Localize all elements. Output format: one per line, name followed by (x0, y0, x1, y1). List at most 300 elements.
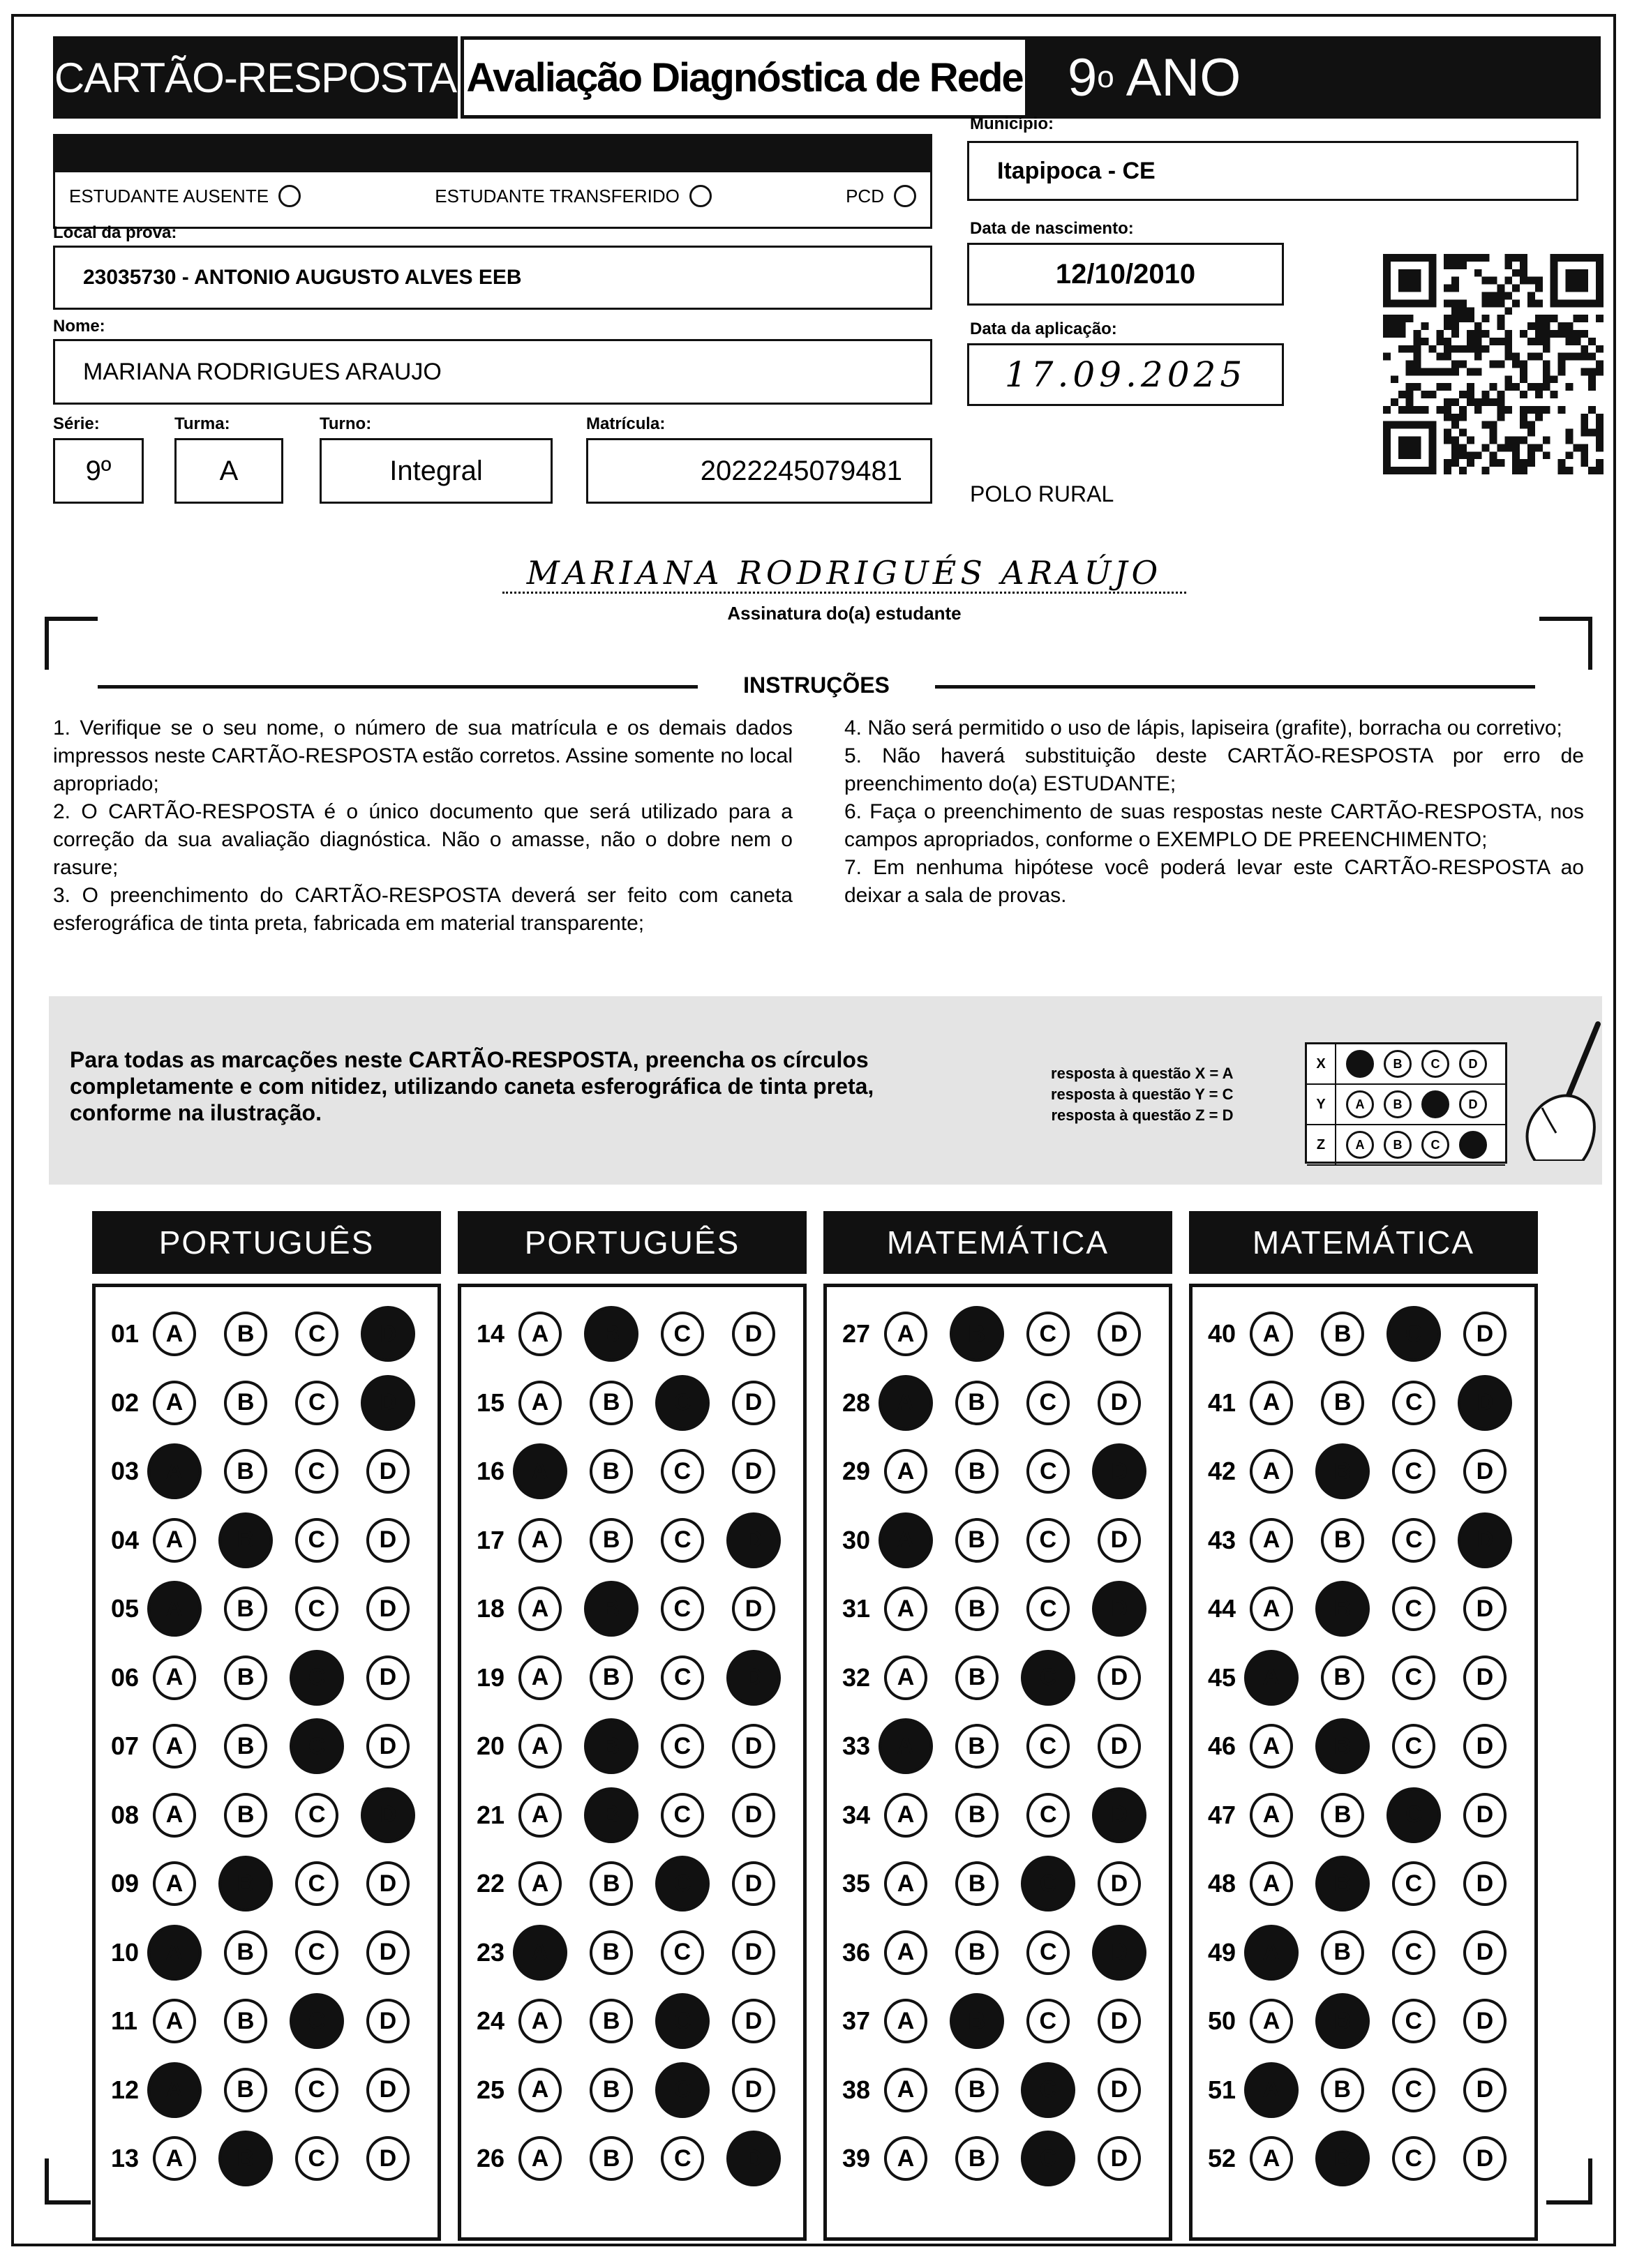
answer-bubble-filled[interactable]: D (1092, 1787, 1146, 1843)
question-number: 16 (477, 1457, 505, 1486)
grade-word: ANO (1114, 47, 1241, 107)
question-list (458, 1284, 807, 2241)
answer-bubble[interactable]: A (153, 1312, 196, 1356)
fill-example-text: Para todas as marcações neste CARTÃO-RESPOSTA, preencha os círculos completamente e com nitidez, utilizando caneta esferográfica de tinta preta, conforme na ilustração. (70, 1047, 874, 1125)
instructions-title: INSTRUÇÕES (743, 673, 890, 698)
pcd-label: PCD (846, 185, 884, 206)
attendance-bar (55, 136, 930, 172)
answer-bubble[interactable]: D (366, 1861, 410, 1906)
example-row (1307, 1085, 1505, 1125)
answer-bubble[interactable]: C (1026, 1381, 1070, 1425)
answer-bubble-filled[interactable]: C (1386, 1306, 1441, 1362)
answer-bubble[interactable]: A (153, 1381, 196, 1425)
answer-bubble-filled[interactable]: B (584, 1787, 638, 1843)
answer-bubble-filled[interactable]: C (1386, 1787, 1441, 1843)
question-row (827, 1712, 1169, 1781)
answer-bubble[interactable]: A (153, 1861, 196, 1906)
question-row (827, 1575, 1169, 1644)
question-number: 01 (111, 1319, 140, 1349)
answer-bubble[interactable]: C (1026, 1312, 1070, 1356)
answer-bubble-filled[interactable]: D (726, 1650, 781, 1706)
question-row (1193, 1369, 1534, 1438)
answer-bubble[interactable]: C (661, 1449, 704, 1494)
transferred-bubble[interactable] (689, 185, 712, 207)
answer-bubble[interactable]: B (224, 1793, 267, 1838)
answer-bubble[interactable]: A (884, 1861, 927, 1906)
answer-bubble[interactable]: C (295, 2136, 338, 2181)
answer-bubble[interactable]: D (1463, 1999, 1507, 2043)
answer-bubble[interactable]: A (518, 2068, 562, 2112)
answer-bubble[interactable]: A (1250, 1381, 1293, 1425)
question-row (827, 1918, 1169, 1988)
answer-bubble[interactable]: D (366, 2136, 410, 2181)
answer-bubble[interactable]: C (661, 1930, 704, 1975)
answer-bubble-filled[interactable]: C (655, 2062, 710, 2118)
answer-bubble[interactable]: B (590, 1655, 633, 1700)
answer-bubble[interactable]: C (295, 1518, 338, 1563)
answer-bubble[interactable]: B (224, 2068, 267, 2112)
answer-bubble-filled[interactable]: C (1021, 1856, 1075, 1912)
example-bubble: C (1421, 1050, 1449, 1078)
enrollment-label: Matrícula: (586, 414, 666, 433)
answer-bubble-filled[interactable]: D (1458, 1375, 1512, 1431)
answer-bubble[interactable]: B (955, 1861, 999, 1906)
answer-bubble[interactable]: C (661, 1518, 704, 1563)
answer-bubble[interactable]: A (884, 1449, 927, 1494)
application-date-label: Data da aplicação: (970, 320, 1117, 338)
answer-bubble[interactable]: C (1392, 1381, 1435, 1425)
answer-bubble[interactable]: C (1026, 1586, 1070, 1631)
answer-bubble[interactable]: A (153, 1793, 196, 1838)
answer-bubble[interactable]: C (295, 1381, 338, 1425)
answer-bubble[interactable]: A (518, 1724, 562, 1768)
answer-bubble[interactable]: D (366, 1930, 410, 1975)
answer-bubble[interactable]: C (1392, 2068, 1435, 2112)
answer-bubble-filled[interactable]: A (147, 1925, 202, 1981)
answer-bubble[interactable]: A (884, 1999, 927, 2043)
corner-mark-tr (1539, 617, 1592, 670)
answer-bubble[interactable]: D (1098, 1861, 1141, 1906)
answer-bubble[interactable]: D (1098, 2068, 1141, 2112)
sheet-title: CARTÃO-RESPOSTA (53, 36, 458, 119)
answer-bubble-filled[interactable]: B (950, 1993, 1004, 2049)
answer-bubble[interactable]: D (732, 1312, 775, 1356)
answer-column (458, 1211, 807, 2241)
answer-bubble-filled[interactable]: C (290, 1718, 344, 1774)
answer-bubble[interactable]: B (224, 1449, 267, 1494)
example-bubble: B (1384, 1131, 1412, 1159)
answer-bubble[interactable]: D (1098, 1312, 1141, 1356)
instruction-2: 2. O CARTÃO-RESPOSTA é o único documento que será utilizado para a correção da sua avaliação diagnóstica. Não o amasse, não o dobre nem o rasure; (53, 800, 793, 879)
answer-bubble[interactable]: B (1321, 2068, 1364, 2112)
answer-bubble[interactable]: C (1026, 1793, 1070, 1838)
answer-bubble-filled[interactable]: B (1315, 1993, 1370, 2049)
answer-bubble[interactable]: B (590, 1518, 633, 1563)
answer-bubble-filled[interactable]: D (361, 1375, 415, 1431)
answer-bubble[interactable]: A (884, 1312, 927, 1356)
answer-bubble-filled[interactable]: C (655, 1856, 710, 1912)
answer-bubble[interactable]: C (661, 1586, 704, 1631)
answer-bubble-filled[interactable]: A (879, 1375, 933, 1431)
answer-bubble[interactable]: D (366, 1724, 410, 1768)
answer-bubble[interactable]: D (1098, 2136, 1141, 2181)
answer-bubble[interactable]: B (1321, 1930, 1364, 1975)
answer-bubble-filled[interactable]: B (584, 1581, 638, 1637)
answer-bubble[interactable]: B (590, 1999, 633, 2043)
answer-bubble[interactable]: B (224, 1724, 267, 1768)
answer-bubble[interactable]: A (518, 1381, 562, 1425)
name-field: MARIANA RODRIGUES ARAUJO (53, 339, 932, 405)
question-row (96, 1918, 438, 1988)
answer-bubble-filled[interactable]: B (584, 1306, 638, 1362)
answer-bubble-filled[interactable]: B (1315, 1856, 1370, 1912)
answer-bubble[interactable]: B (955, 1449, 999, 1494)
answer-bubble[interactable]: A (518, 1312, 562, 1356)
answer-bubble[interactable]: C (295, 1312, 338, 1356)
answer-bubble[interactable]: A (884, 1655, 927, 1700)
absent-label: ESTUDANTE AUSENTE (69, 185, 269, 206)
question-list (1189, 1284, 1538, 2241)
answer-bubble[interactable]: A (518, 1586, 562, 1631)
answer-bubble[interactable]: B (224, 1312, 267, 1356)
instruction-1: 1. Verifique se o seu nome, o número de sua matrícula e os demais dados impressos neste CARTÃO-RESPOSTA estão corretos. Assine somente no local apropriado; (53, 716, 793, 795)
answer-bubble[interactable]: C (1392, 1655, 1435, 1700)
answer-bubble[interactable]: D (732, 1586, 775, 1631)
answer-bubble[interactable]: D (732, 1449, 775, 1494)
question-number: 25 (477, 2075, 505, 2104)
question-row (1193, 1712, 1534, 1781)
answer-bubble[interactable]: B (224, 1655, 267, 1700)
answer-bubble[interactable]: B (955, 2068, 999, 2112)
answer-bubble[interactable]: B (590, 2136, 633, 2181)
answer-bubble-filled[interactable]: D (361, 1306, 415, 1362)
corner-mark-br (1546, 2158, 1592, 2205)
answer-bubble[interactable]: D (366, 1999, 410, 2043)
answer-bubble[interactable]: C (661, 1312, 704, 1356)
answer-bubble[interactable]: D (732, 1793, 775, 1838)
answer-bubble[interactable]: A (518, 1518, 562, 1563)
answer-bubble[interactable]: D (1463, 1930, 1507, 1975)
question-row (461, 2124, 803, 2193)
answer-bubble[interactable]: C (1026, 1999, 1070, 2043)
question-number: 47 (1208, 1800, 1236, 1829)
answer-bubble-filled[interactable]: A (1244, 2062, 1299, 2118)
question-row (827, 1369, 1169, 1438)
answer-bubble[interactable]: D (1098, 1518, 1141, 1563)
question-number: 33 (842, 1732, 871, 1761)
answer-bubble[interactable]: C (1392, 1999, 1435, 2043)
answer-bubble[interactable]: D (366, 1655, 410, 1700)
answer-bubble[interactable]: C (295, 1793, 338, 1838)
answer-bubble[interactable]: B (590, 2068, 633, 2112)
answer-bubble[interactable]: B (955, 1724, 999, 1768)
question-number: 35 (842, 1869, 871, 1898)
question-row (827, 1644, 1169, 1713)
answer-bubble[interactable]: C (1026, 1724, 1070, 1768)
answer-bubble[interactable]: D (1463, 1449, 1507, 1494)
example-key: Z (1307, 1125, 1336, 1164)
answer-bubble[interactable]: D (1463, 1586, 1507, 1631)
answer-bubble[interactable]: D (1098, 1381, 1141, 1425)
question-row (1193, 2056, 1534, 2125)
answer-bubble[interactable]: D (732, 2068, 775, 2112)
answer-bubble[interactable]: D (366, 2068, 410, 2112)
answer-bubble[interactable]: B (1321, 1793, 1364, 1838)
question-number: 24 (477, 2006, 505, 2036)
answer-bubble[interactable]: B (955, 1381, 999, 1425)
answer-bubble[interactable]: A (1250, 1793, 1293, 1838)
answer-bubble[interactable]: C (1392, 2136, 1435, 2181)
grade-field: 9º (53, 438, 144, 504)
answer-bubble[interactable]: B (955, 1793, 999, 1838)
answer-bubble[interactable]: A (153, 2136, 196, 2181)
question-row (1193, 1987, 1534, 2056)
answer-bubble[interactable]: C (295, 1449, 338, 1494)
answer-bubble[interactable]: A (518, 1793, 562, 1838)
answer-bubble-filled[interactable]: D (726, 1512, 781, 1568)
answer-bubble[interactable]: C (661, 2136, 704, 2181)
answer-bubble[interactable]: A (1250, 1312, 1293, 1356)
question-number: 45 (1208, 1662, 1236, 1692)
answer-bubble[interactable]: A (518, 1999, 562, 2043)
answer-bubble[interactable]: D (1463, 2068, 1507, 2112)
answer-bubble[interactable]: B (955, 1930, 999, 1975)
question-number: 29 (842, 1457, 871, 1486)
answer-bubble[interactable]: C (1026, 1449, 1070, 1494)
answer-bubble[interactable]: C (1026, 1930, 1070, 1975)
answer-bubble[interactable]: B (955, 1655, 999, 1700)
question-row (1193, 1849, 1534, 1918)
hand-with-pen-icon (1507, 1021, 1605, 1161)
answer-bubble[interactable]: D (366, 1449, 410, 1494)
answer-bubble[interactable]: D (732, 1999, 775, 2043)
question-number: 38 (842, 2075, 871, 2104)
legend-z: resposta à questão Z = D (1051, 1106, 1234, 1124)
answer-bubble[interactable]: B (224, 1381, 267, 1425)
answer-bubble-filled[interactable]: C (655, 1993, 710, 2049)
answer-bubble[interactable]: B (1321, 1312, 1364, 1356)
question-row (461, 1849, 803, 1918)
question-number: 46 (1208, 1732, 1236, 1761)
instructions-right (844, 714, 1584, 910)
answer-bubble[interactable]: B (955, 1518, 999, 1563)
answer-bubble-filled[interactable]: A (1244, 1925, 1299, 1981)
answer-bubble[interactable]: B (224, 1999, 267, 2043)
answer-bubble-filled[interactable]: D (1092, 1581, 1146, 1637)
answer-bubble-filled[interactable]: D (1092, 1443, 1146, 1499)
question-row (827, 1987, 1169, 2056)
answer-bubble-filled[interactable]: A (513, 1443, 567, 1499)
example-row (1307, 1044, 1505, 1085)
fill-example-legend (1051, 1063, 1233, 1126)
answer-bubble[interactable]: D (732, 1724, 775, 1768)
answer-bubble-filled[interactable]: B (1315, 1718, 1370, 1774)
answer-bubble[interactable]: A (153, 1655, 196, 1700)
answer-bubble-filled[interactable]: B (1315, 2131, 1370, 2186)
local-field: 23035730 - ANTONIO AUGUSTO ALVES EEB (53, 246, 932, 310)
answer-bubble-filled[interactable]: D (1458, 1512, 1512, 1568)
answer-bubble[interactable]: A (518, 1861, 562, 1906)
answer-bubble[interactable]: C (661, 1655, 704, 1700)
answer-bubble[interactable]: C (1392, 1518, 1435, 1563)
answer-bubble[interactable]: C (1392, 1586, 1435, 1631)
answer-bubble-filled[interactable]: A (879, 1718, 933, 1774)
answer-bubble[interactable]: B (590, 1930, 633, 1975)
answer-bubble[interactable]: C (1392, 1724, 1435, 1768)
question-number: 22 (477, 1869, 505, 1898)
instruction-6: 6. Faça o preenchimento de suas respostas neste CARTÃO-RESPOSTA, nos campos apropriados, conforme o EXEMPLO DE PREENCHIMENTO; (844, 800, 1584, 851)
answer-bubble[interactable]: B (1321, 1381, 1364, 1425)
answer-bubble[interactable]: B (590, 1861, 633, 1906)
answer-bubble[interactable]: C (295, 2068, 338, 2112)
answer-bubble[interactable]: A (1250, 2136, 1293, 2181)
pcd-bubble[interactable] (894, 185, 916, 207)
answer-bubble-filled[interactable]: C (1021, 2062, 1075, 2118)
answer-bubble[interactable]: B (955, 2136, 999, 2181)
question-row (1193, 1644, 1534, 1713)
answer-bubble[interactable]: A (1250, 1724, 1293, 1768)
question-row (96, 2124, 438, 2193)
answer-bubble[interactable]: D (732, 1381, 775, 1425)
grade-banner (1029, 36, 1601, 119)
answer-bubble-filled[interactable]: C (290, 1650, 344, 1706)
answer-bubble[interactable]: D (366, 1586, 410, 1631)
answer-bubble[interactable]: D (1098, 1655, 1141, 1700)
answer-bubble[interactable]: D (1098, 1999, 1141, 2043)
transferred-label: ESTUDANTE TRANSFERIDO (435, 185, 680, 206)
answer-bubble[interactable]: C (1026, 1518, 1070, 1563)
answer-bubble-filled[interactable]: A (147, 1443, 202, 1499)
answer-bubble[interactable]: B (224, 1586, 267, 1631)
question-number: 41 (1208, 1388, 1236, 1417)
answer-bubble[interactable]: A (1250, 1861, 1293, 1906)
answer-column (823, 1211, 1172, 2241)
answer-bubble-filled[interactable]: B (950, 1306, 1004, 1362)
answer-bubble-filled[interactable]: A (147, 1581, 202, 1637)
answer-bubble[interactable]: A (884, 1586, 927, 1631)
answer-bubble[interactable]: B (1321, 1655, 1364, 1700)
question-row (96, 1369, 438, 1438)
question-number: 08 (111, 1800, 140, 1829)
question-number: 05 (111, 1594, 140, 1623)
answer-bubble[interactable]: D (366, 1518, 410, 1563)
answer-bubble[interactable]: A (884, 1793, 927, 1838)
answer-bubble[interactable]: A (518, 2136, 562, 2181)
question-number: 07 (111, 1732, 140, 1761)
question-list (823, 1284, 1172, 2241)
question-number: 06 (111, 1662, 140, 1692)
answer-bubble[interactable]: A (153, 1724, 196, 1768)
answer-bubble[interactable]: B (590, 1381, 633, 1425)
answer-bubble[interactable]: C (1392, 1861, 1435, 1906)
answer-bubble[interactable]: D (1098, 1724, 1141, 1768)
answer-bubble-filled[interactable]: A (147, 2062, 202, 2118)
answer-bubble[interactable]: A (1250, 1518, 1293, 1563)
question-number: 49 (1208, 1937, 1236, 1967)
answer-bubble-filled[interactable]: D (361, 1787, 415, 1843)
question-row (461, 1575, 803, 1644)
answer-bubble-filled[interactable]: C (290, 1993, 344, 2049)
question-number: 03 (111, 1457, 140, 1486)
answer-bubble-filled[interactable]: A (513, 1925, 567, 1981)
answer-bubble[interactable]: D (1463, 1861, 1507, 1906)
answer-bubble-filled[interactable]: D (726, 2131, 781, 2186)
answer-bubble[interactable]: D (1463, 2136, 1507, 2181)
answer-bubble[interactable]: A (1250, 1999, 1293, 2043)
answer-bubble[interactable]: D (1463, 1655, 1507, 1700)
corner-mark-bl (45, 2158, 91, 2205)
answer-bubble[interactable]: C (295, 1586, 338, 1631)
answer-bubble[interactable]: C (295, 1930, 338, 1975)
answer-bubble-filled[interactable]: A (1244, 1650, 1299, 1706)
answer-bubble[interactable]: C (295, 1861, 338, 1906)
question-number: 44 (1208, 1594, 1236, 1623)
answer-bubble[interactable]: B (224, 1930, 267, 1975)
answer-bubble[interactable]: D (732, 1930, 775, 1975)
absent-bubble[interactable] (278, 185, 301, 207)
answer-bubble-filled[interactable]: B (584, 1718, 638, 1774)
question-row (1193, 1918, 1534, 1988)
answer-bubble[interactable]: A (153, 1999, 196, 2043)
answer-bubble[interactable]: D (1463, 1724, 1507, 1768)
answer-bubble[interactable]: C (661, 1793, 704, 1838)
answer-bubble-filled[interactable]: C (1021, 2131, 1075, 2186)
answer-bubble[interactable]: A (518, 1655, 562, 1700)
question-number: 21 (477, 1800, 505, 1829)
answer-bubble-filled[interactable]: C (655, 1375, 710, 1431)
answer-bubble[interactable]: D (732, 1861, 775, 1906)
answer-bubble[interactable]: D (1463, 1312, 1507, 1356)
question-number: 52 (1208, 2144, 1236, 2173)
answer-bubble[interactable]: A (1250, 1449, 1293, 1494)
answer-bubble[interactable]: A (884, 2068, 927, 2112)
example-bubble: A (1346, 1090, 1374, 1118)
answer-bubble-filled[interactable]: A (879, 1512, 933, 1568)
answer-bubble[interactable]: C (1392, 1930, 1435, 1975)
class-label: Turma: (174, 414, 230, 433)
question-number: 42 (1208, 1457, 1236, 1486)
answer-bubble[interactable]: B (955, 1586, 999, 1631)
question-row (96, 1781, 438, 1850)
instruction-3: 3. O preenchimento do CARTÃO-RESPOSTA deverá ser feito com caneta esferográfica de tinta preta, fabricada em material transparente; (53, 884, 793, 935)
answer-bubble-filled[interactable]: B (1315, 1581, 1370, 1637)
answer-bubble[interactable]: A (153, 1518, 196, 1563)
answer-bubble-filled[interactable]: C (1021, 1650, 1075, 1706)
question-row (96, 2056, 438, 2125)
answer-bubble[interactable]: B (590, 1449, 633, 1494)
example-bubble: D (1459, 1090, 1487, 1118)
answer-bubble-filled[interactable]: D (1092, 1925, 1146, 1981)
answer-bubble-filled[interactable]: B (218, 1856, 273, 1912)
answer-bubble[interactable]: B (1321, 1518, 1364, 1563)
answer-bubble[interactable]: A (884, 2136, 927, 2181)
answer-bubble[interactable]: A (1250, 1586, 1293, 1631)
question-number: 23 (477, 1937, 505, 1967)
question-number: 34 (842, 1800, 871, 1829)
answer-bubble[interactable]: D (1463, 1793, 1507, 1838)
question-row (827, 2124, 1169, 2193)
answer-bubble-filled[interactable]: B (1315, 1443, 1370, 1499)
signature: MARIANA RODRIGUÉS ARAÚJO (502, 554, 1186, 594)
section-title: MATEMÁTICA (823, 1211, 1172, 1274)
answer-bubble[interactable]: C (661, 1724, 704, 1768)
answer-bubble-filled[interactable]: B (218, 1512, 273, 1568)
answer-bubble-filled[interactable]: B (218, 2131, 273, 2186)
question-row (461, 1987, 803, 2056)
answer-bubble[interactable]: A (884, 1930, 927, 1975)
answer-bubble[interactable]: C (1392, 1449, 1435, 1494)
question-row (461, 1918, 803, 1988)
